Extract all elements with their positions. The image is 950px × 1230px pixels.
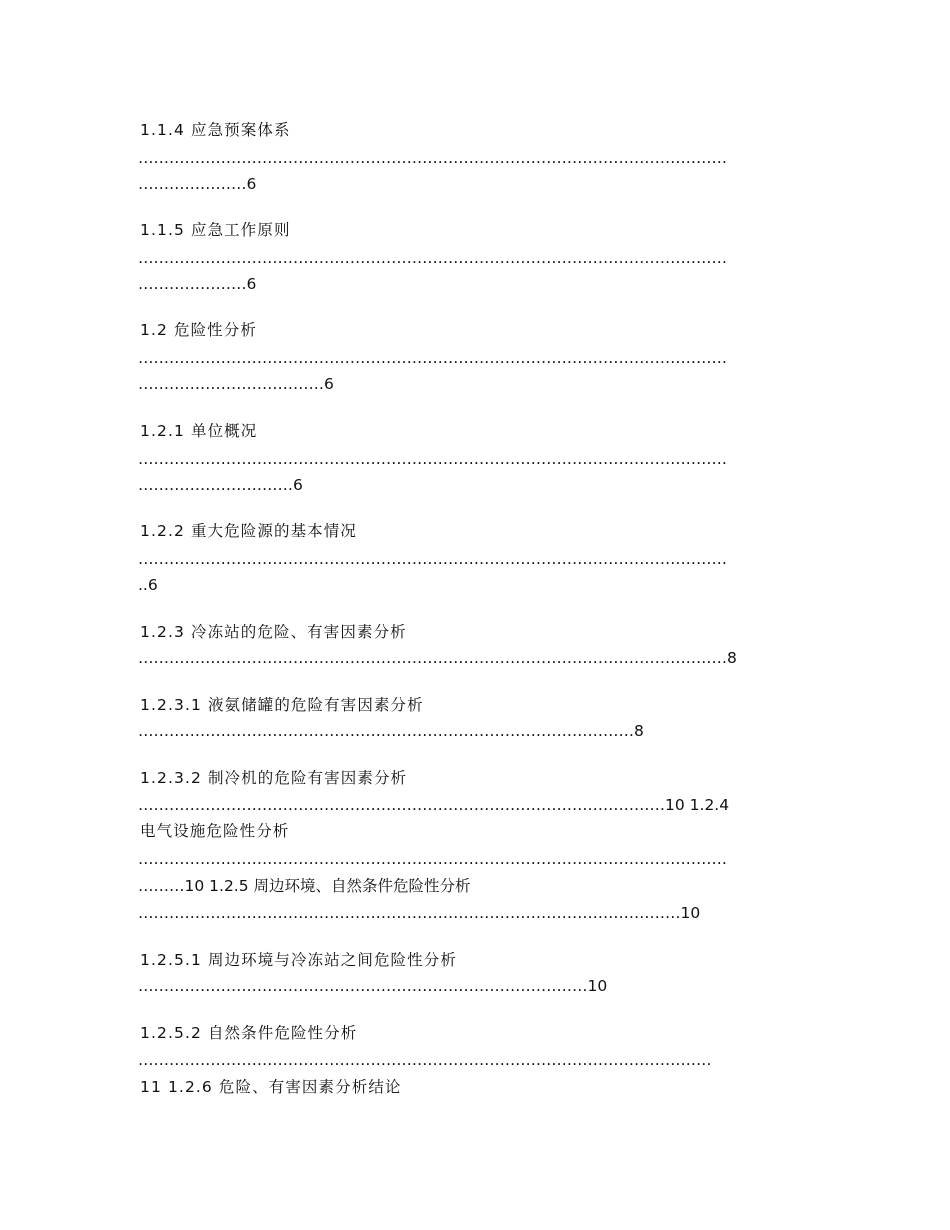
toc-leader-dots: ……………………………………………………………………………………………………	[138, 850, 727, 868]
toc-leader-dots: ……………………………………………………………………………………………………	[138, 349, 727, 367]
toc-entry-1-2-1-page: …………………………6	[138, 476, 303, 494]
toc-entry-1-2-3-title: 1.2.3 冷冻站的危险、有害因素分析	[140, 623, 407, 641]
toc-entry-1-2-5-1-title: 1.2.5.1 周边环境与冷冻站之间危险性分析	[140, 951, 457, 969]
toc-entry-1-2-3-2-title: 1.2.3.2 制冷机的危险有害因素分析	[140, 769, 408, 787]
toc-leader-dots: ……………………………………………………………………………………………………	[138, 149, 727, 167]
toc-leader-dots: ……………………………………………………………………………………………………	[138, 450, 727, 468]
toc-entry-1-2-2-page: ..6	[138, 576, 158, 594]
toc-entry-1-2-title: 1.2 危险性分析	[140, 321, 257, 339]
toc-entry-1-2-5-2-title: 1.2.5.2 自然条件危险性分析	[140, 1024, 358, 1042]
toc-entry-1-1-4-page: …………………6	[138, 175, 257, 193]
toc-entry-1-2-5-page: ……………………………………………………………………………………………10	[138, 904, 701, 922]
toc-entry-1-2-page: ………………………………6	[138, 375, 334, 393]
toc-entry-1-2-2-title: 1.2.2 重大危险源的基本情况	[140, 522, 357, 540]
toc-entry-1-2-3-1-page: ……………………………………………………………………………………8	[138, 722, 644, 740]
toc-entry-1-2-5-line: ………10 1.2.5 周边环境、自然条件危险性分析	[138, 877, 471, 895]
toc-entry-1-1-5-page: …………………6	[138, 275, 257, 293]
toc-leader-dots: …………………………………………………………………………………………………	[138, 1051, 712, 1069]
toc-entry-1-1-5-title: 1.1.5 应急工作原则	[140, 221, 291, 239]
toc-entry-1-2-6-line: 11 1.2.6 危险、有害因素分析结论	[140, 1078, 402, 1096]
toc-entry-1-2-5-1-page: ……………………………………………………………………………10	[138, 977, 608, 995]
toc-entry-1-1-4-title: 1.1.4 应急预案体系	[140, 121, 291, 139]
toc-leader-dots: ……………………………………………………………………………………………………	[138, 550, 727, 568]
toc-entry-1-2-1-title: 1.2.1 单位概况	[140, 422, 258, 440]
toc-entry-1-2-3-page: ……………………………………………………………………………………………………8	[138, 649, 737, 667]
toc-leader-dots: ……………………………………………………………………………………………………	[138, 249, 727, 267]
toc-entry-1-2-3-1-title: 1.2.3.1 液氨储罐的危险有害因素分析	[140, 696, 424, 714]
toc-entry-1-2-3-2-page: …………………………………………………………………………………………10 1.2.4	[138, 796, 730, 814]
toc-entry-1-2-4-title: 电气设施危险性分析	[140, 822, 290, 840]
